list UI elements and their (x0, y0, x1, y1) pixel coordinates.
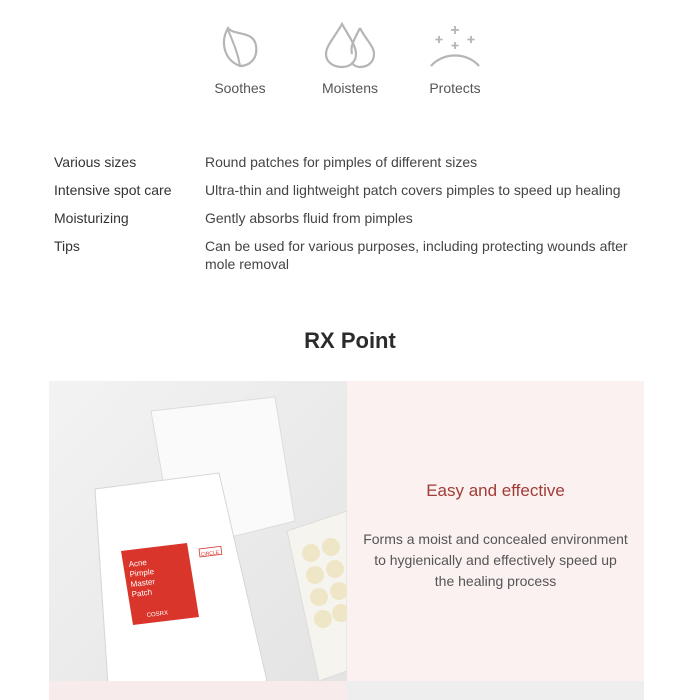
feature-label: Protects (429, 80, 481, 96)
next-panel-left (49, 681, 347, 700)
feature-label: Soothes (214, 80, 266, 96)
feature-icons-row (0, 20, 700, 120)
spec-row (54, 209, 654, 227)
info-panel (347, 381, 644, 681)
spec-value: Can be used for various purposes, including protecting wounds after mole removal (205, 238, 628, 272)
info-line: the healing process (434, 573, 557, 589)
spec-row (54, 181, 654, 199)
spec-value: Round patches for pimples of different sizes (205, 154, 478, 170)
water-drops-icon (322, 20, 378, 70)
product-image-panel (49, 381, 347, 700)
product-name-line: Acne (128, 557, 148, 569)
spec-key: Intensive spot care (54, 182, 172, 198)
sparkle-shield-icon (425, 20, 485, 70)
badge-text: CIRCLE (200, 549, 220, 558)
spec-key: Various sizes (54, 154, 137, 170)
info-line: Forms a moist and concealed environment (363, 531, 628, 547)
spec-table (54, 153, 654, 283)
spec-row (54, 237, 654, 273)
product-name-line: Patch (131, 587, 153, 599)
spec-row (54, 153, 654, 171)
feature-soothes (180, 20, 300, 96)
feature-protects (395, 20, 515, 96)
section-title: RX Point (304, 328, 396, 353)
product-illustration (49, 381, 347, 700)
spec-value: Ultra-thin and lightweight patch covers pimples to speed up healing (205, 182, 621, 198)
info-title: Easy and effective (426, 481, 565, 500)
spec-value: Gently absorbs fluid from pimples (205, 210, 413, 226)
feature-label: Moistens (321, 80, 379, 96)
info-description (347, 529, 644, 592)
leaf-icon (218, 20, 262, 70)
spec-key: Moisturizing (54, 210, 129, 226)
brand-text: COSRX (146, 610, 169, 619)
product-name-line: Master (130, 577, 156, 589)
feature-moistens (290, 20, 410, 96)
info-line: to hygienically and effectively speed up (374, 552, 617, 568)
product-name-line: Pimple (129, 567, 155, 579)
spec-key: Tips (54, 238, 80, 254)
next-panel-right (347, 681, 644, 700)
